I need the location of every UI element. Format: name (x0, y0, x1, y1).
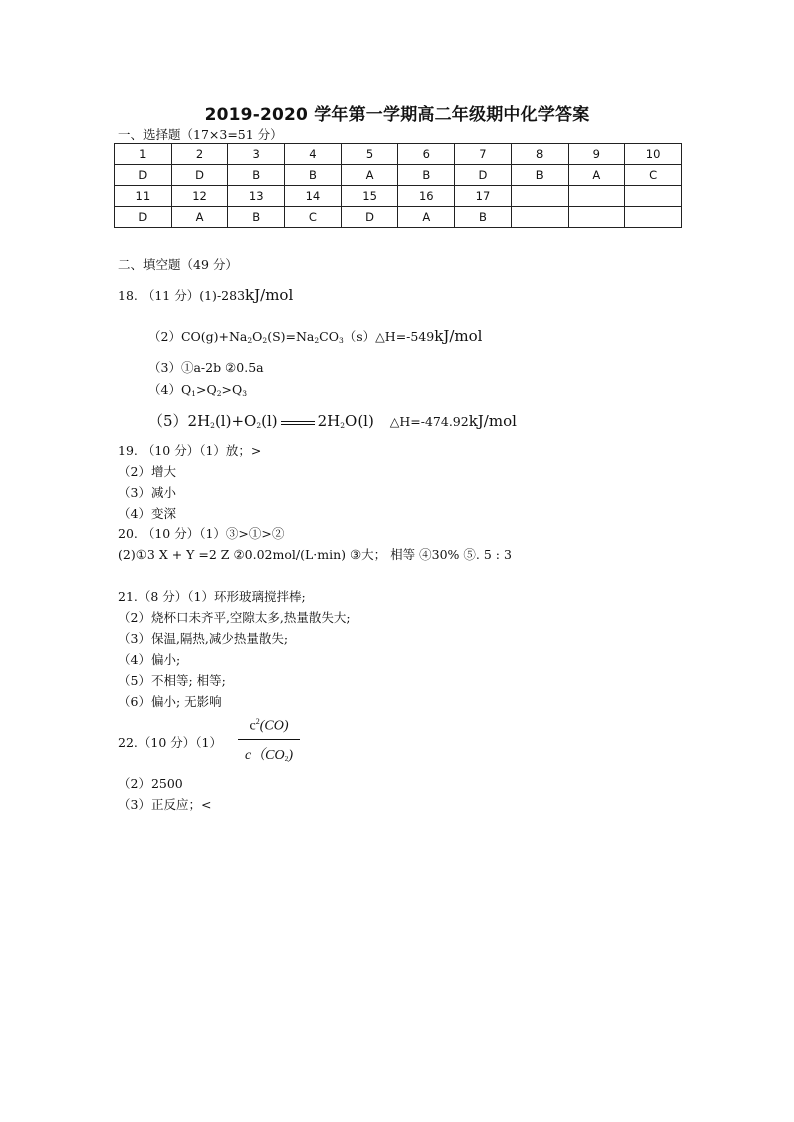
fraction-denominator (238, 744, 300, 764)
formula-part: c（CO (244, 748, 285, 763)
table-cell: B (455, 207, 512, 228)
q18-line-3: （3）①a-2b ②0.5a (148, 360, 264, 375)
superscript: 2 (255, 717, 260, 726)
formula-part: △H=-474.92 (389, 414, 469, 429)
q22-line-1: 22.（10 分）（1） (118, 735, 222, 750)
table-cell: D (455, 165, 512, 186)
table-cell: 11 (115, 186, 172, 207)
subscript: 2 (256, 421, 262, 430)
q22-line-3: （3）正反应；< (118, 797, 212, 812)
table-cell: 6 (398, 144, 455, 165)
table-cell: 14 (285, 186, 342, 207)
subscript: 2 (284, 754, 289, 763)
page-title: 2019-2020 学年第一学期高二年级期中化学答案 (204, 105, 590, 125)
subscript: 2 (262, 336, 268, 345)
table-cell: 4 (285, 144, 342, 165)
table-cell: D (115, 165, 172, 186)
q21-line-5: （5）不相等; 相等; (118, 673, 226, 688)
table-cell: B (285, 165, 342, 186)
table-row (115, 144, 682, 165)
q21-line-1: 21.（8 分）（1）环形玻璃搅拌棒; (118, 589, 306, 604)
table-cell (511, 207, 568, 228)
table-cell: 3 (228, 144, 285, 165)
formula-part: （4）Q (148, 382, 192, 397)
q20-line-1: 20. （10 分）（1）③>①>② (118, 526, 285, 541)
q19-line-4: （4）变深 (118, 506, 176, 521)
table-cell: 17 (455, 186, 512, 207)
subscript: 2 (247, 336, 253, 345)
q21-line-6: （6）偏小; 无影响 (118, 694, 222, 709)
table-cell (568, 186, 625, 207)
q18-line-5 (148, 410, 517, 431)
subscript: 3 (242, 389, 248, 398)
table-cell: A (171, 207, 228, 228)
q18-line-1 (118, 286, 293, 304)
multiple-choice-answer-table (114, 143, 682, 228)
table-cell: B (228, 207, 285, 228)
table-cell: D (115, 207, 172, 228)
table-cell: 10 (625, 144, 682, 165)
table-cell: 8 (511, 144, 568, 165)
formula-part: ) (288, 748, 294, 763)
formula-part: O (252, 329, 263, 344)
formula-part: (CO) (259, 718, 289, 734)
table-row (115, 207, 682, 228)
fraction-bar (238, 739, 300, 740)
table-cell: 5 (341, 144, 398, 165)
unit-text: kJ/mol (245, 286, 294, 304)
formula-part: O(l) (345, 412, 374, 430)
table-cell: B (398, 165, 455, 186)
subscript: 1 (191, 389, 196, 398)
formula-part: (S)=Na (267, 329, 315, 344)
table-cell: 13 (228, 186, 285, 207)
q19-line-2: （2）增大 (118, 464, 176, 479)
table-cell: 15 (341, 186, 398, 207)
table-cell: D (171, 165, 228, 186)
subscript: 2 (210, 421, 215, 430)
formula-part: （s）△H=-549 (343, 329, 435, 344)
subscript: 2 (216, 389, 222, 398)
table-cell (625, 186, 682, 207)
table-cell: 9 (568, 144, 625, 165)
table-cell (511, 186, 568, 207)
table-cell (568, 207, 625, 228)
table-cell: A (568, 165, 625, 186)
formula-part: >Q (195, 382, 217, 397)
q21-line-3: （3）保温,隔热,减少热量散失; (118, 631, 289, 646)
formula-part: （2）CO(g)+Na (148, 329, 248, 344)
table-cell (625, 207, 682, 228)
table-row (115, 165, 682, 186)
equals-sign-icon (281, 421, 315, 425)
q18-line-4 (148, 380, 247, 398)
table-cell: 16 (398, 186, 455, 207)
table-cell: B (511, 165, 568, 186)
subscript: 2 (340, 421, 346, 430)
formula-part: CO (319, 329, 339, 344)
table-cell: A (341, 165, 398, 186)
q19-line-3: （3）减小 (118, 485, 176, 500)
unit-text: kJ/mol (434, 327, 483, 345)
q18-line-2 (148, 327, 482, 345)
table-cell: D (341, 207, 398, 228)
q19-line-1: 19. （10 分）（1）放；> (118, 443, 262, 458)
table-row (115, 186, 682, 207)
table-cell: 2 (171, 144, 228, 165)
table-cell: C (285, 207, 342, 228)
q18-line-1-text: 18. （11 分）(1)-283 (118, 288, 246, 303)
subscript: 2 (314, 336, 320, 345)
q22-line-2: （2）2500 (118, 776, 183, 791)
q20-line-2: (2)①3 X + Y =2 Z ②0.02mol/(L·min) ③大； 相等 ④30% ⑤. 5 : 3 (118, 547, 512, 562)
formula-part: c (249, 718, 256, 734)
q21-line-2: （2）烧杯口未齐平,空隙太多,热量散失大; (118, 610, 351, 625)
formula-part: (l) (261, 412, 278, 430)
table-cell: A (398, 207, 455, 228)
subscript: 3 (338, 336, 344, 345)
fraction-numerator (238, 717, 300, 735)
table-cell: 7 (455, 144, 512, 165)
section1-heading: 一、选择题（17×3=51 分） (118, 127, 283, 142)
formula-part: (l)+O (214, 412, 257, 430)
section2-heading: 二、填空题（49 分） (118, 257, 238, 272)
table-cell: 12 (171, 186, 228, 207)
table-cell: C (625, 165, 682, 186)
q21-line-4: （4）偏小; (118, 652, 181, 667)
formula-part: 2H (317, 412, 341, 430)
unit-text: kJ/mol (468, 412, 517, 430)
table-cell: 1 (115, 144, 172, 165)
formula-part: （5）2H (148, 412, 211, 430)
table-cell: B (228, 165, 285, 186)
formula-part: >Q (221, 382, 243, 397)
